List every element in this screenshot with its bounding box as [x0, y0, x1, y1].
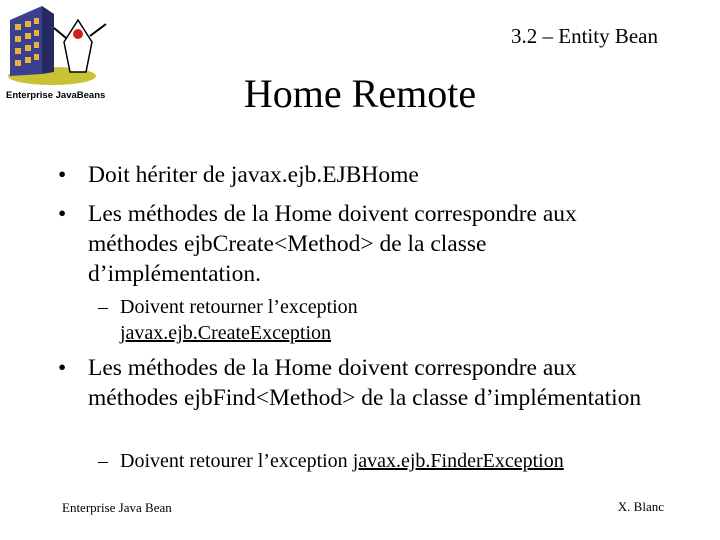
exception-link[interactable]: javax.ejb.CreateException [120, 322, 332, 344]
bullet-dot: • [58, 201, 67, 227]
bullet-text: Doit hériter de javax.ejb.EJBHome [88, 162, 419, 188]
footer-course: Enterprise Java Bean [62, 500, 172, 515]
exception-link[interactable]: javax.ejb.FinderException [352, 450, 564, 472]
sub-bullet-dash: – [98, 296, 108, 318]
bullet-text: Les méthodes de la Home doivent correspondre aux méthodes ejbFind<Method> de la classe d’implémentation [88, 355, 642, 411]
bullet-item [58, 160, 648, 190]
section-label: 3.2 – Entity Bean [511, 24, 658, 48]
footer-author: X. Blanc [617, 499, 664, 514]
bullet-item [58, 353, 648, 413]
sub-bullet-item [98, 294, 358, 346]
sub-bullet-item [98, 448, 564, 474]
logo-label: Enterprise JavaBeans [6, 90, 106, 101]
sub-bullet-text: Doivent retourer l’exception [120, 450, 348, 472]
bullet-item [58, 199, 648, 289]
sub-bullet-dash: – [98, 450, 108, 472]
sub-bullet-text: Doivent retourner l’exception [120, 296, 358, 318]
slide-title: Home Remote [243, 71, 477, 116]
bullet-dot: • [58, 162, 67, 188]
bullet-dot: • [58, 355, 67, 381]
bullet-text: Les méthodes de la Home doivent correspondre aux méthodes ejbCreate<Method> de la classe d’implémentation. [88, 201, 577, 287]
